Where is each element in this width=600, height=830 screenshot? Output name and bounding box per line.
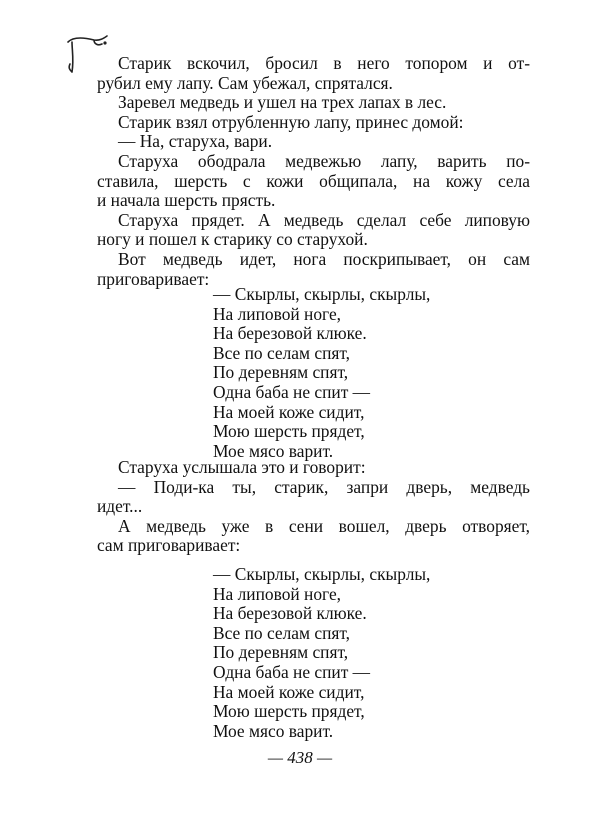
verse-line: Мою шерсть прядет, — [213, 421, 365, 442]
paragraph — [118, 93, 530, 113]
verse-line: Одна баба не спит — — [213, 661, 371, 682]
text-line: Старуха ободрала медвежью лапу, варить по- — [118, 150, 530, 171]
text-line: сам приговаривает: — [97, 535, 241, 556]
text-line: Старик вскочил, бросил в него топором и от- — [118, 53, 530, 73]
text-line: А медведь уже в сени вошел, дверь отворяет, — [118, 515, 530, 536]
verse-block-1 — [213, 285, 513, 461]
paragraph — [97, 53, 530, 93]
verse-line: Мою шерсть прядет, — [213, 701, 365, 722]
verse-line: По деревням спят, — [213, 642, 349, 663]
verse-line: Одна баба не спит — — [213, 381, 371, 402]
verse-line: По деревням спят, — [213, 362, 349, 383]
decorative-ornament-icon — [64, 34, 110, 74]
verse-line: Мое мясо варит. — [213, 440, 334, 461]
verse-line: На моей коже сидит, — [213, 401, 365, 422]
text-line: ставила, шерсть с кожи общипала, на кожу села — [97, 170, 530, 191]
text-line: Старик взял отрубленную лапу, принес домой: — [118, 111, 464, 132]
text-line: — Поди-ка ты, старик, запри дверь, медведь — [118, 476, 530, 497]
verse-line: Все по селам спят, — [213, 622, 351, 643]
verse-line: На липовой ноге, — [213, 583, 342, 604]
page-number: — 438 — — [267, 748, 333, 767]
paragraph — [118, 458, 530, 478]
paragraph — [97, 209, 530, 250]
story-text-block-1 — [97, 53, 530, 289]
text-line: Старуха услышала это и говорит: — [118, 457, 366, 477]
text-line: ногу и пошел к старику со старухой. — [97, 229, 368, 250]
verse-block-2 — [213, 565, 513, 741]
paragraph — [118, 132, 530, 152]
story-text-block-2 — [97, 457, 530, 556]
verse-line: — Скырлы, скырлы, скырлы, — [213, 564, 431, 584]
verse-line: На березовой клюке. — [213, 603, 367, 624]
text-line: приговаривает: — [97, 268, 210, 289]
verse-line: На березовой клюке. — [213, 323, 367, 344]
paragraph — [97, 476, 530, 517]
paragraph — [97, 150, 530, 211]
verse-line: Все по селам спят, — [213, 342, 351, 363]
text-line: идет... — [97, 496, 143, 517]
text-line: Заревел медведь и ушел на трех лапах в лес. — [118, 92, 447, 113]
verse-line: На моей коже сидит, — [213, 681, 365, 702]
verse-line: На липовой ноге, — [213, 303, 342, 324]
text-line: — На, старуха, вари. — [118, 131, 273, 152]
verse-line: — Скырлы, скырлы, скырлы, — [213, 284, 431, 304]
text-line: рубил ему лапу. Сам убежал, спрятался. — [97, 72, 393, 93]
text-line: и начала шерсть прясть. — [97, 190, 276, 211]
verse-line: Мое мясо варит. — [213, 720, 334, 741]
paragraph — [118, 113, 530, 133]
paragraph — [97, 515, 530, 556]
text-line: Вот медведь идет, нога поскрипывает, он сам — [118, 248, 530, 269]
text-line: Старуха прядет. А медведь сделал себе липовую — [118, 209, 530, 230]
